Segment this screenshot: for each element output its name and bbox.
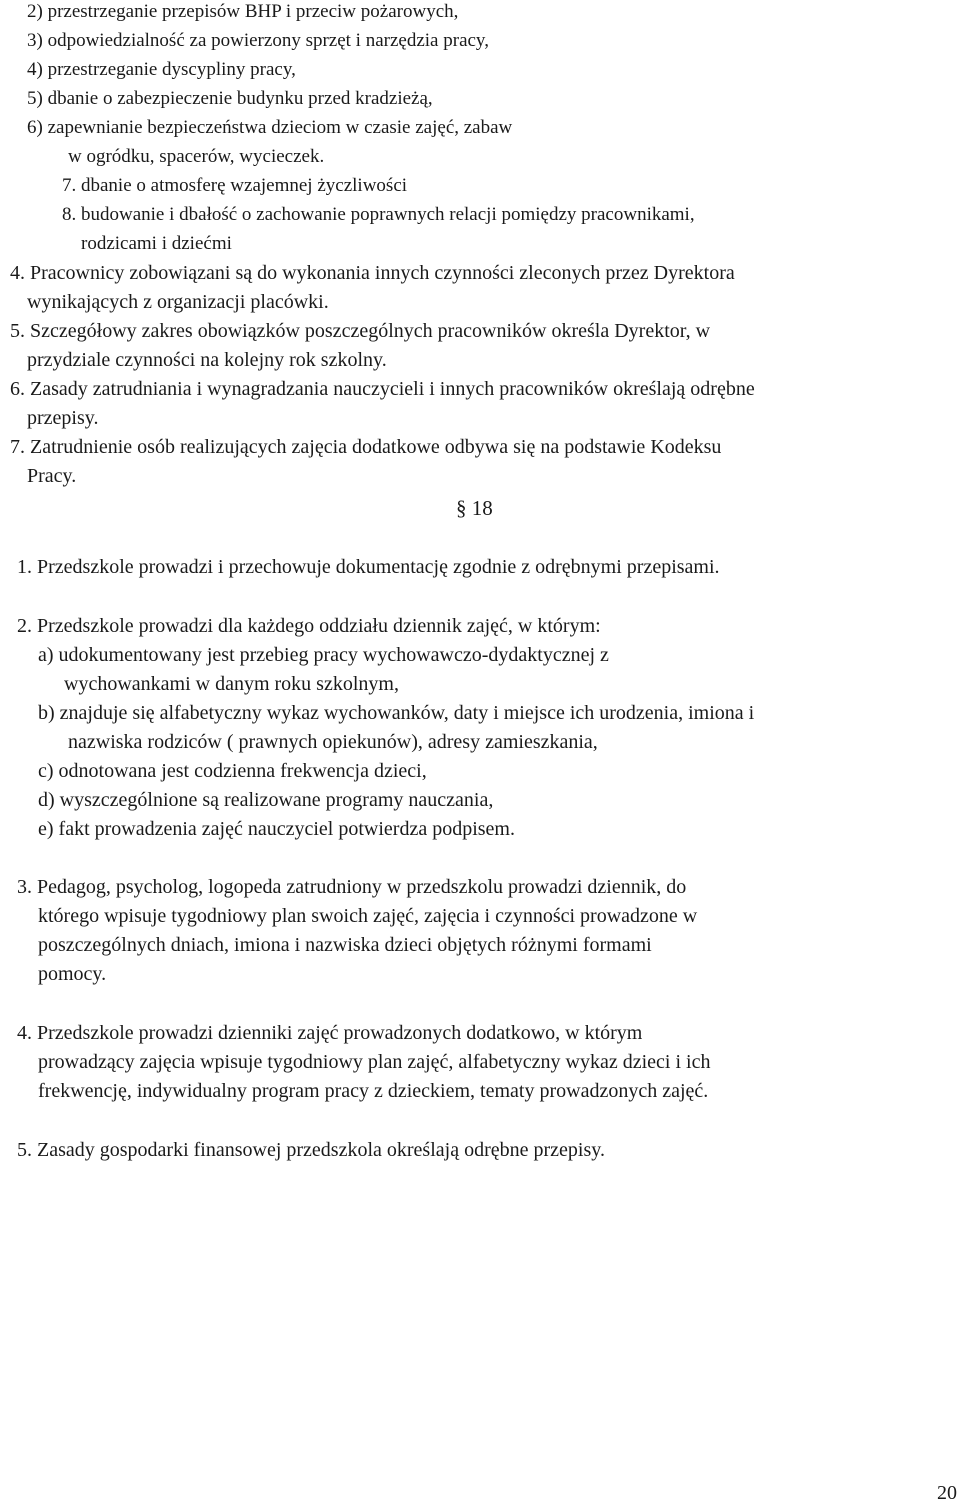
list-item: 3) odpowiedzialność za powierzony sprzęt i narzędzia pracy, <box>27 30 489 51</box>
paragraph-2-line: a) udokumentowany jest przebieg pracy wychowawczo-dydaktycznej z <box>38 644 609 666</box>
paragraph-4-line: prowadzący zajęcia wpisuje tygodniowy plan zajęć, alfabetyczny wykaz dzieci i ich <box>38 1051 711 1073</box>
numbered-point: 7. Zatrudnienie osób realizujących zajęcia dodatkowe odbywa się na podstawie Kodeksu <box>10 436 722 458</box>
paragraph-2-line: e) fakt prowadzenia zajęć nauczyciel potwierdza podpisem. <box>38 818 515 840</box>
paragraph-3-line: 3. Pedagog, psycholog, logopeda zatrudniony w przedszkolu prowadzi dziennik, do <box>17 876 687 898</box>
numbered-point: 6. Zasady zatrudniania i wynagradzania nauczycieli i innych pracowników określają odrębne <box>10 378 755 400</box>
paragraph-2-line: d) wyszczególnione są realizowane programy nauczania, <box>38 789 494 811</box>
list-item: 6) zapewnianie bezpieczeństwa dzieciom w czasie zajęć, zabaw <box>27 117 513 138</box>
list-item: 7. dbanie o atmosferę wzajemnej życzliwości <box>62 175 408 196</box>
section-heading: § 18 <box>456 496 493 520</box>
numbered-point: Pracy. <box>27 465 77 487</box>
paragraph-2-line: 2. Przedszkole prowadzi dla każdego oddziału dziennik zajęć, w którym: <box>17 615 601 637</box>
paragraph-4-line: 4. Przedszkole prowadzi dzienniki zajęć prowadzonych dodatkowo, w którym <box>17 1022 643 1044</box>
list-item: 8. budowanie i dbałość o zachowanie poprawnych relacji pomiędzy pracownikami, <box>62 204 695 225</box>
paragraph-1: 1. Przedszkole prowadzi i przechowuje dokumentację zgodnie z odrębnymi przepisami. <box>17 556 720 578</box>
paragraph-3-line: którego wpisuje tygodniowy plan swoich zajęć, zajęcia i czynności prowadzone w <box>38 905 698 927</box>
numbered-point: przepisy. <box>27 407 99 429</box>
paragraph-2-line: wychowankami w danym roku szkolnym, <box>64 673 399 695</box>
paragraph-3-line: pomocy. <box>38 963 107 985</box>
list-item: w ogródku, spacerów, wycieczek. <box>68 146 325 167</box>
list-item: 4) przestrzeganie dyscypliny pracy, <box>27 59 296 80</box>
numbered-point: wynikających z organizacji placówki. <box>27 291 329 313</box>
list-item: 2) przestrzeganie przepisów BHP i przeciw pożarowych, <box>27 1 459 22</box>
paragraph-5: 5. Zasady gospodarki finansowej przedszkola określają odrębne przepisy. <box>17 1139 605 1161</box>
list-item: rodzicami i dziećmi <box>81 233 232 254</box>
list-item: 5) dbanie o zabezpieczenie budynku przed kradzieżą, <box>27 88 433 109</box>
paragraph-2-line: b) znajduje się alfabetyczny wykaz wychowanków, daty i miejsce ich urodzenia, imiona i <box>38 702 755 724</box>
numbered-point: 4. Pracownicy zobowiązani są do wykonania innych czynności zleconych przez Dyrektora <box>10 262 735 284</box>
numbered-point: przydziale czynności na kolejny rok szkolny. <box>27 349 387 371</box>
numbered-point: 5. Szczegółowy zakres obowiązków poszczególnych pracowników określa Dyrektor, w <box>10 320 711 342</box>
paragraph-4-line: frekwencję, indywidualny program pracy z dzieckiem, tematy prowadzonych zajęć. <box>38 1080 709 1102</box>
page-number: 20 <box>937 1482 957 1504</box>
paragraph-3-line: poszczególnych dniach, imiona i nazwiska dzieci objętych różnymi formami <box>38 934 652 956</box>
paragraph-2-line: c) odnotowana jest codzienna frekwencja dzieci, <box>38 760 427 782</box>
paragraph-2-line: nazwiska rodziców ( prawnych opiekunów), adresy zamieszkania, <box>68 731 598 753</box>
